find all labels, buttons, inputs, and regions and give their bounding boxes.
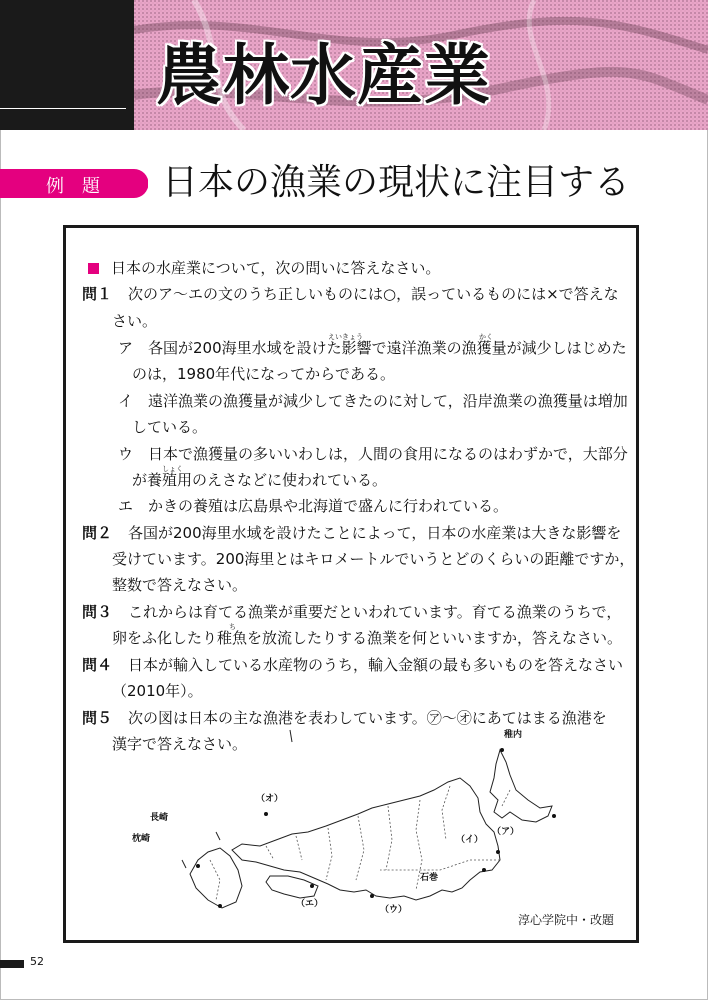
- level-box: [0, 0, 134, 130]
- map-label-e: （エ）: [296, 899, 324, 909]
- port-dot-o: [264, 812, 268, 816]
- choice-e-line: エ かきの養殖は広島県や北海道で盛んに行われている。: [118, 497, 509, 515]
- q1-number: 問１: [82, 285, 113, 303]
- intro-line: [88, 258, 440, 278]
- q1-line: 次のア～エの文のうち正しいものには○，誤っているものには×で答えな: [128, 285, 619, 303]
- port-dot-i: [496, 850, 500, 854]
- q2-line: 整数で答えなさい。: [112, 576, 248, 594]
- port-dot-makurazaki: [218, 904, 222, 908]
- choice-a-line: ア 各国が200海里水域を設けた影響で遠洋漁業の漁獲量が減少しはじめた: [118, 339, 627, 357]
- example-title: 日本の漁業の現状に注目する: [162, 162, 631, 203]
- source-credit: 淳心学院中・改題: [517, 913, 614, 927]
- port-dot-ishinomaki: [482, 868, 486, 872]
- shikoku-outline: [266, 876, 318, 898]
- map-label-o: （オ）: [256, 794, 284, 804]
- q4-line: （2010年）。: [112, 682, 203, 700]
- map-label-u: （ウ）: [380, 905, 408, 915]
- port-dot-e: [310, 884, 314, 888]
- q3-line: これからは育てる漁業が重要だといわれています。育てる漁業のうちで，: [128, 603, 622, 621]
- ruby-kaku: かく: [479, 333, 493, 341]
- q5-number: 問５: [82, 709, 113, 727]
- square-bullet-icon: [88, 263, 99, 274]
- port-dot-wakkanai: [500, 748, 504, 752]
- ruby-shoku: しょく: [162, 465, 183, 473]
- page-number-bar: [0, 960, 24, 968]
- example-tag-label: 例題: [46, 176, 118, 197]
- choice-u-line: が養殖用のえさなどに使われている。: [132, 471, 388, 489]
- intro-text: 日本の水産業について，次の問いに答えなさい。: [111, 259, 441, 277]
- page-number: 52: [30, 955, 44, 968]
- q5-line: 次の図は日本の主な漁港を表わしています。㋐～㋔にあてはまる漁港を: [128, 709, 607, 727]
- ruby-chi: ち: [229, 623, 236, 631]
- q4-line: 日本が輸入している水産物のうち，輸入金額の最も多いものを答えなさい: [128, 656, 624, 674]
- port-dot-a: [552, 814, 556, 818]
- map-label-ishinomaki: 石巻: [420, 873, 439, 883]
- choice-u-line: ウ 日本で漁獲量の多いいわしは，人間の食用になるのはわずかで，大部分: [118, 445, 628, 463]
- q5-line: 漢字で答えなさい。: [112, 735, 248, 753]
- q2-number: 問２: [82, 524, 113, 542]
- q1-line: さい。: [112, 312, 158, 330]
- ruby-eikyou: えいきょう: [328, 333, 363, 341]
- map-label-makurazaki: 枕崎: [132, 834, 151, 844]
- map-label-wakkanai: 稚内: [504, 730, 523, 740]
- map-label-i: （イ）: [456, 835, 484, 845]
- port-dot-u: [370, 894, 374, 898]
- choice-i-line: イ 遠洋漁業の漁獲量が減少してきたのに対して，沿岸漁業の漁獲量は増加: [118, 392, 628, 410]
- choice-i-line: している。: [132, 418, 208, 436]
- q3-line: 卵をふ化したり稚魚を放流したりする漁業を何といいますか，答えなさい。: [112, 629, 623, 647]
- q2-line: 受けています。200海里とはキロメートルでいうとどのくらいの距離ですか，: [112, 550, 635, 568]
- map-label-a: （ア）: [492, 827, 520, 837]
- port-dot-nagasaki: [196, 864, 200, 868]
- main-title: 農林水産業: [156, 37, 491, 114]
- japan-map: [70, 720, 570, 920]
- q3-number: 問３: [82, 603, 113, 621]
- map-label-nagasaki: 長崎: [150, 813, 169, 823]
- q4-number: 問４: [82, 656, 113, 674]
- level-rule: [0, 108, 126, 109]
- hokkaido-outline: [490, 750, 552, 822]
- q2-line: 各国が200海里水域を設けたことによって，日本の水産業は大きな影響を: [128, 524, 622, 542]
- choice-a-line: のは，1980年代になってからである。: [132, 365, 396, 383]
